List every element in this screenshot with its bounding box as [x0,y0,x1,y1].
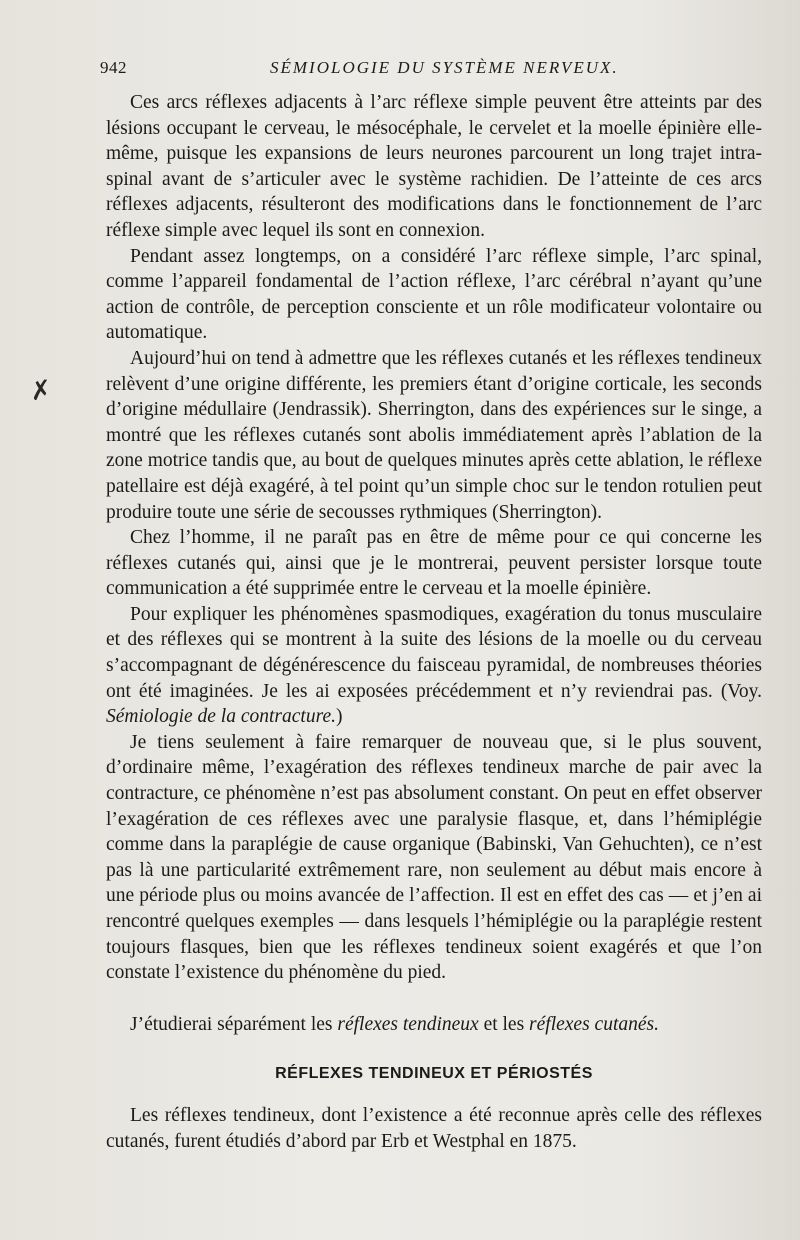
paragraph-close: ) [335,706,343,728]
paragraph: Les réflexes tendineux, dont l’existence a été reconnue après celle des réflexes cutanés, furent étudiés d’abord par Erb et Westphal en 1875. [106,1104,762,1152]
paragraph: Aujourd’hui on tend à admettre que les réflexes cutanés et les réflexes tendineux relèvent d’une origine différente, les premiers étant d’origine corticale, les seconds d’origine médullaire (Jendrassik). Sherrington, dans des expériences sur le singe, a montré que les réflexes cutanés sont abolis immédiatement après l’ablation de la zone motrice tandis que, au bout de quelques minutes après cette ablation, le réflexe patellaire est déjà exagéré, à tel point qu’un simple choc sur le tendon rotulien peut produire toute une série de secousses rythmiques (Sherrington). [106,347,762,523]
page-header [100,58,780,82]
paragraph: Pendant assez longtemps, on a considéré l’arc réflexe simple, l’arc spinal, comme l’appareil fondamental de l’action réflexe, l’arc cérébral n’ayant qu’une action de contrôle, de perception consciente et un rôle modificateur volontaire ou automatique. [106,245,762,344]
running-title: SÉMIOLOGIE DU SYSTÈME NERVEUX. [270,58,619,77]
announce-italic-cutanes: réflexes cutanés. [529,1013,659,1035]
paragraph: Ces arcs réflexes adjacents à l’arc réflexe simple peuvent être atteints par des lésions occupant le cerveau, le mésocéphale, le cervelet et la moelle épinière elle-même, puisque les expansions de leurs neurones parcourent un long trajet intra-spinal avant de s’articuler avec le système rachidien. De l’atteinte de ces arcs réflexes adjacents, résulteront des modifications dans le fonctionnement de l’arc réflexe simple avec lequel ils sont en connexion. [106,92,762,241]
handwritten-margin-mark: ✗ [28,374,54,408]
announce-text: J’étudierai séparément les [130,1013,338,1035]
paragraph-text: Pour expliquer les phénomènes spasmodiques, exagération du tonus musculaire et des réflexes qui se montrent à la suite des lésions de la moelle ou du cerveau s’accompagnant de dégénérescence du faisceau pyramidal, de nombreuses théories ont été imaginées. Je les ai exposées précédemment et n’y reviendrai pas. (Voy. [106,603,762,702]
announce-text: et les [478,1013,530,1035]
paragraph: Chez l’homme, il ne paraît pas en être de même pour ce qui concerne les réflexes cutanés qui, ainsi que je le montrerai, peuvent persister lorsque toute communication a été supprimée entre le cerveau et la moelle épinière. [106,527,762,600]
paragraph: Je tiens seulement à faire remarquer de nouveau que, si le plus souvent, d’ordinaire même, l’exagération des réflexes tendineux marche de pair avec la contracture, ce phénomène n’est pas absolument constant. On peut en effet observer l’exagération de ces réflexes avec une paralysie flasque, et, dans l’hémiplégie comme dans la paraplégie de cause organique (Babinski, Van Gehuchten), ce n’est pas là une particularité extrêmement rare, non seulement au début mais encore à une période plus ou moins avancée de l’affection. Il est en effet des cas — et j’en ai rencontré quelques exemples — dans lesquels l’hémiplégie ou la paraplégie restent toujours flasques, bien que les réflexes tendineux soient exagérés et que l’on constate l’existence du phénomène du pied. [106,731,762,984]
page-number: 942 [100,58,127,77]
announce-italic-tendineux: réflexes tendineux [337,1013,479,1035]
section-heading: RÉFLEXES TENDINEUX ET PÉRIOSTÉS [275,1065,593,1083]
body-text [106,90,762,1154]
cross-reference: Sémiologie de la contracture. [106,706,336,728]
announcement-line [106,1012,762,1038]
paragraph-contracture [106,602,762,730]
